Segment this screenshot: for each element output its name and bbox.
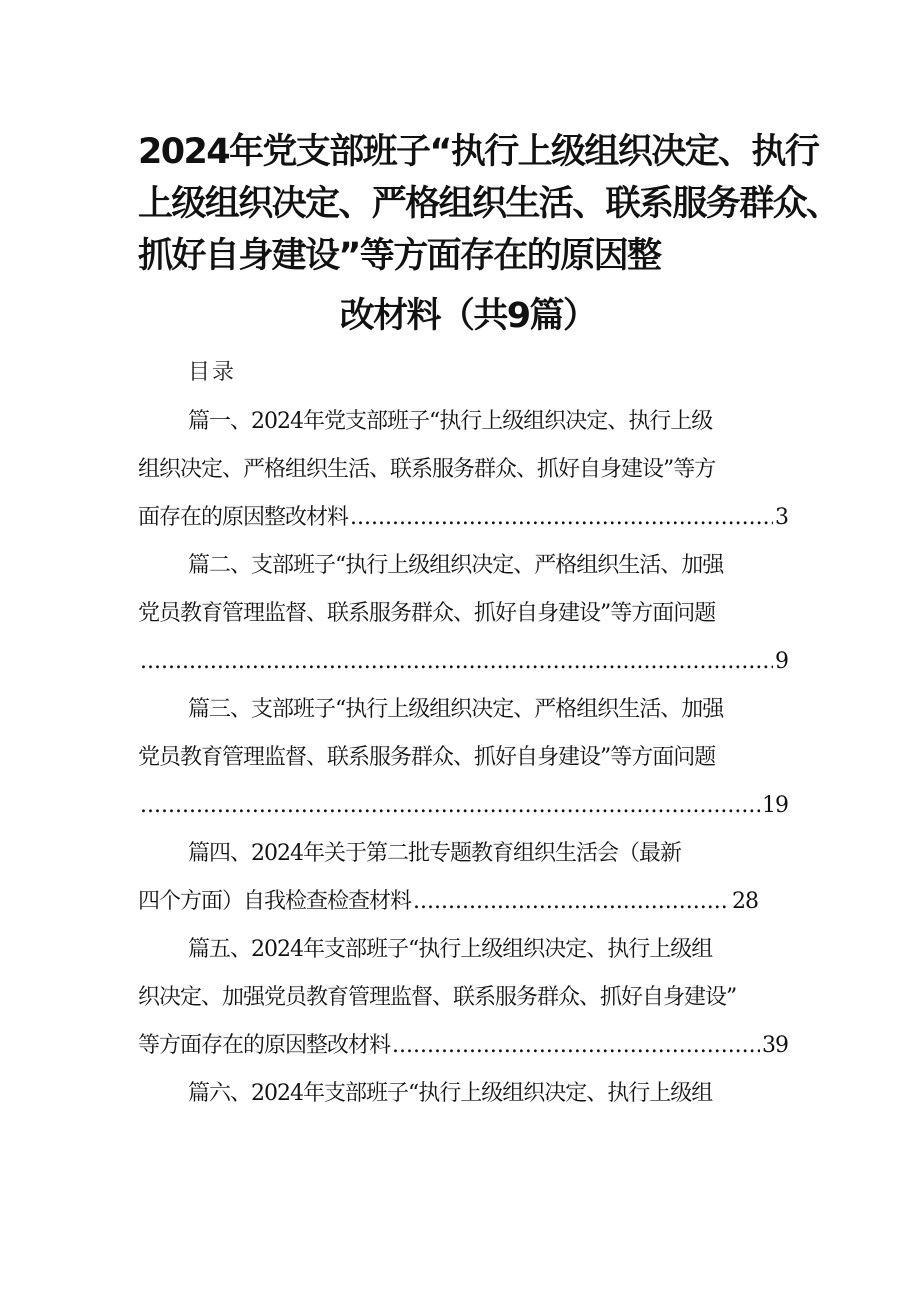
- toc-entry-4-line-2: 四个方面）自我检查检查材料: [138, 889, 412, 914]
- dot-leader: [140, 638, 773, 686]
- toc-entry-3-leader-row: [138, 782, 788, 830]
- toc-entry-5-line-2: 织决定、加强党员教育管理监督、联系服务群众、抓好自身建设”: [138, 985, 737, 1010]
- toc-entry-5-page: 39: [762, 1033, 788, 1058]
- document-title: [138, 126, 840, 342]
- toc-entry-6-line-1: 篇六、2024年支部班子“执行上级组织决定、执行上级组: [188, 1081, 713, 1106]
- toc-entry-1-line-1: 篇一、2024年党支部班子“执行上级组织决定、执行上级: [188, 409, 713, 434]
- toc-entry-1-leader-row: [138, 494, 788, 542]
- dot-leader: [140, 782, 760, 830]
- title-line-4: 改材料（共9篇）: [339, 296, 597, 336]
- toc-entry-4-leader-row: [138, 878, 758, 926]
- toc-entry-2[interactable]: [138, 542, 788, 686]
- toc-entry-5-line-1: 篇五、2024年支部班子“执行上级组织决定、执行上级组: [188, 937, 713, 962]
- table-of-contents: [138, 398, 788, 1118]
- dot-leader: [350, 494, 773, 542]
- toc-entry-3-page: 19: [762, 793, 788, 818]
- toc-entry-4[interactable]: [138, 830, 788, 926]
- toc-entry-1-line-3: 面存在的原因整改材料: [138, 505, 349, 530]
- toc-entry-1[interactable]: [138, 398, 788, 542]
- toc-entry-4-page: 28: [732, 889, 758, 914]
- title-line-1: 2024年党支部班子“执行上级组织决定、执行: [138, 132, 819, 172]
- toc-entry-6[interactable]: [138, 1070, 788, 1118]
- toc-entry-1-page: 3: [775, 505, 788, 530]
- dot-leader: [392, 1022, 760, 1070]
- dot-leader: [413, 878, 730, 926]
- toc-heading: 目录: [188, 360, 237, 385]
- toc-entry-4-line-1: 篇四、2024年关于第二批专题教育组织生活会（最新: [188, 841, 681, 866]
- toc-entry-3-line-1: 篇三、支部班子“执行上级组织决定、严格组织生活、加强: [188, 697, 724, 722]
- toc-entry-3[interactable]: [138, 686, 788, 830]
- title-line-3: 抓好自身建设”等方面存在的原因整: [138, 236, 661, 276]
- toc-entry-2-page: 9: [775, 649, 788, 674]
- toc-entry-2-line-2: 党员教育管理监督、联系服务群众、抓好自身建设”等方面问题: [138, 601, 716, 626]
- toc-entry-2-line-1: 篇二、支部班子“执行上级组织决定、严格组织生活、加强: [188, 553, 724, 578]
- toc-entry-1-line-2: 组织决定、严格组织生活、联系服务群众、抓好自身建设”等方: [138, 457, 716, 482]
- title-line-2: 上级组织决定、严格组织生活、联系服务群众、: [138, 184, 840, 224]
- toc-entry-5-line-3: 等方面存在的原因整改材料: [138, 1033, 391, 1058]
- toc-entry-5-leader-row: [138, 1022, 788, 1070]
- toc-entry-5[interactable]: [138, 926, 788, 1070]
- toc-entry-3-line-2: 党员教育管理监督、联系服务群众、抓好自身建设”等方面问题: [138, 745, 716, 770]
- toc-entry-2-leader-row: [138, 638, 788, 686]
